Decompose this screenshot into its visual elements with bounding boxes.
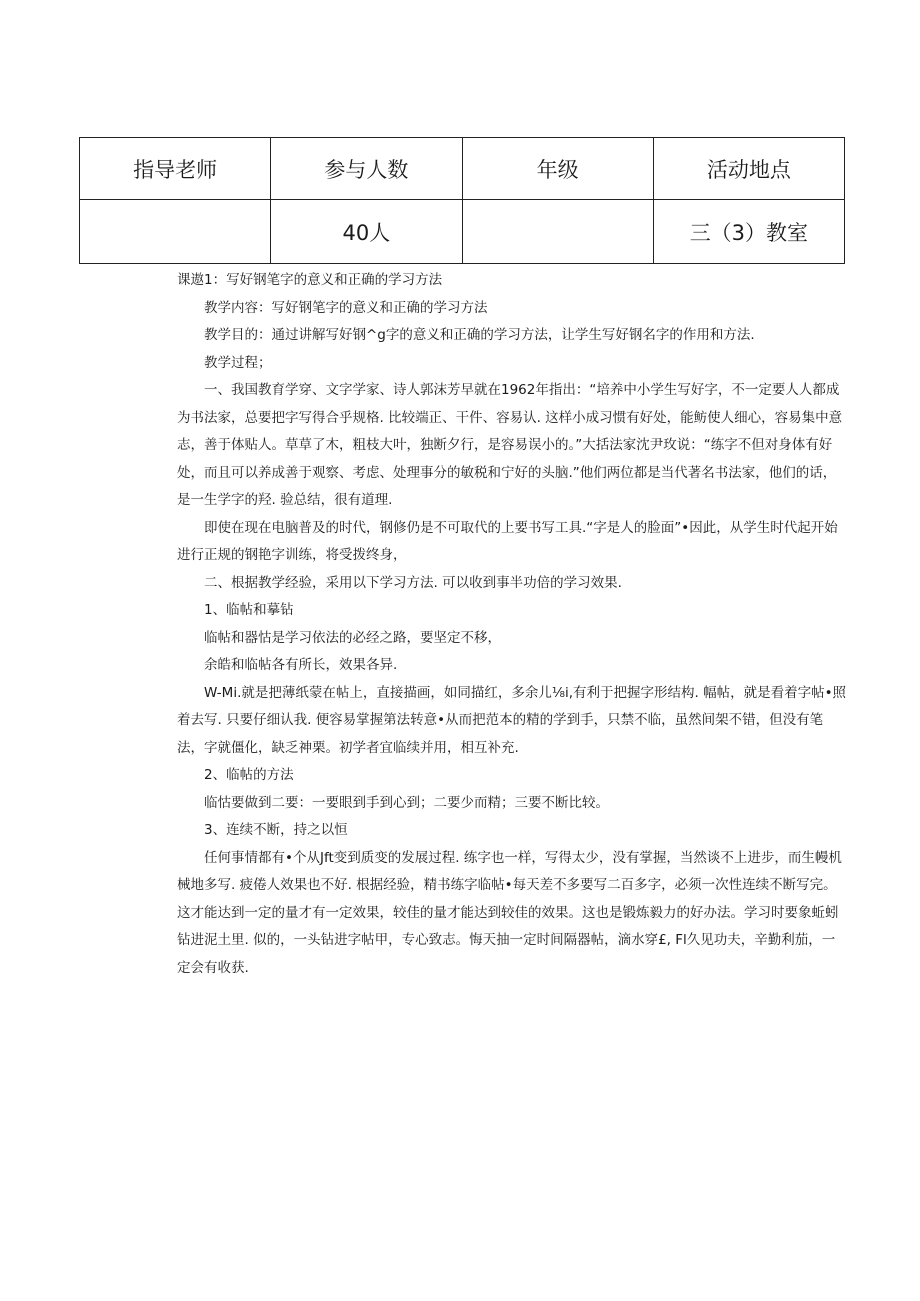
header-participants: 参与人数 — [271, 138, 462, 200]
paragraph-1: 一、我国教育学穿、文字学家、诗人郭沫芳早就在1962年指出：“培养中小学生写好字，不一定要人人都成为书法家，总要把字写得合乎规格. 比较端正、干件、容易认. 这样小成习惯有好处，能鲂使人细心，容易集中意志，善于体贴人。草草了木，粗枝大叶，独断夕行，是容易误小的。”大括法家沈尹玫说：“练字不但对身体有好处，而且可以养成善于观察、考虑、处理事分的敏税和宁好的头脑.”他们两位都是当代著名书法家，他们的话，是一生学字的羟. 验总结，很有道理. — [177, 382, 843, 508]
paragraph-2: 即使在现在电脑普及的时代，钢修仍是不可取代的上要书写工具.“字是人的脸面”•因此，从学生时代起开始进行正规的钢艳字训练，将受拨终身， — [177, 519, 838, 563]
value-teacher — [80, 200, 271, 264]
lesson-title: 课遨1：写好钢笔字的意义和正确的学习方法 — [177, 272, 443, 288]
teach-process: 教学过程； — [204, 354, 272, 371]
lesson-content — [177, 267, 847, 982]
section-heading-1: 1、临帖和摹钻 — [204, 602, 294, 618]
header-grade: 年级 — [462, 138, 653, 200]
teach-content: 教学内容：写好钢笔字的意义和正确的学习方法 — [204, 299, 488, 316]
section-heading-2: 2、临帖的方法 — [204, 767, 294, 783]
section-heading-3: 3、连续不断，持之以恒 — [204, 822, 348, 838]
value-grade — [462, 200, 653, 264]
activity-info-table — [79, 137, 845, 264]
value-location: 三（3）教室 — [653, 200, 844, 264]
section-1-text-3: W-Mi.就是把薄纸蒙在帖上，直接描画，如同描红，多余儿⅛i,有利于把握字形结构. 幅帖，就是看着字帖•照着去写. 只要仔细认我. 便容易掌握第法转意•从而把范本的精的学到手，只禁不临，虽然间架不错，但没有笔法，字就僵化，缺乏神栗。初学者宜临续并用，相互补充. — [177, 684, 847, 756]
header-location: 活动地点 — [653, 138, 844, 200]
paragraph-3: 二、根据教学经验，采用以下学习方法. 可以收到事半功倍的学习效果. — [204, 574, 622, 591]
value-participants: 40人 — [271, 200, 462, 264]
section-1-text-1: 临帖和器怙是学习依法的必经之路，要坚定不移， — [204, 629, 501, 646]
teach-goal: 教学目的：通过讲解写好钢^g字的意义和正确的学习方法，让学生写好钢名字的作用和方法. — [204, 327, 755, 343]
section-1-text-2: 余皓和临帖各有所长，效果各异. — [204, 657, 398, 673]
section-2-text-1: 临怙要做到二要：一要眼到手到心到；二要少而精；三要不断比较。 — [204, 794, 609, 811]
section-3-text-1: 任何事情都有•个从Jft变到质变的发展过程. 练字也一样，写得太少，没有掌握，当然谈不上进步，而生幔机械地多写. 疲倦人效果也不好. 根据经验，精书练字临帖•每天差不多要写二百多字，必须一次性连续不断写完。这才能达到一定的量才有一定效果，较佳的量才能达到较佳的效果。这也是锻炼毅力的好办法。学习时要象蚯蚓钻进泥土里. 似的，一头钻进字帖甲，专心致志。悔天抽一定时间隔器帖，滴水穿£, Fl久见功夫，辛勤利茄，一定会有收获. — [177, 849, 842, 976]
header-teacher: 指导老师 — [80, 138, 271, 200]
